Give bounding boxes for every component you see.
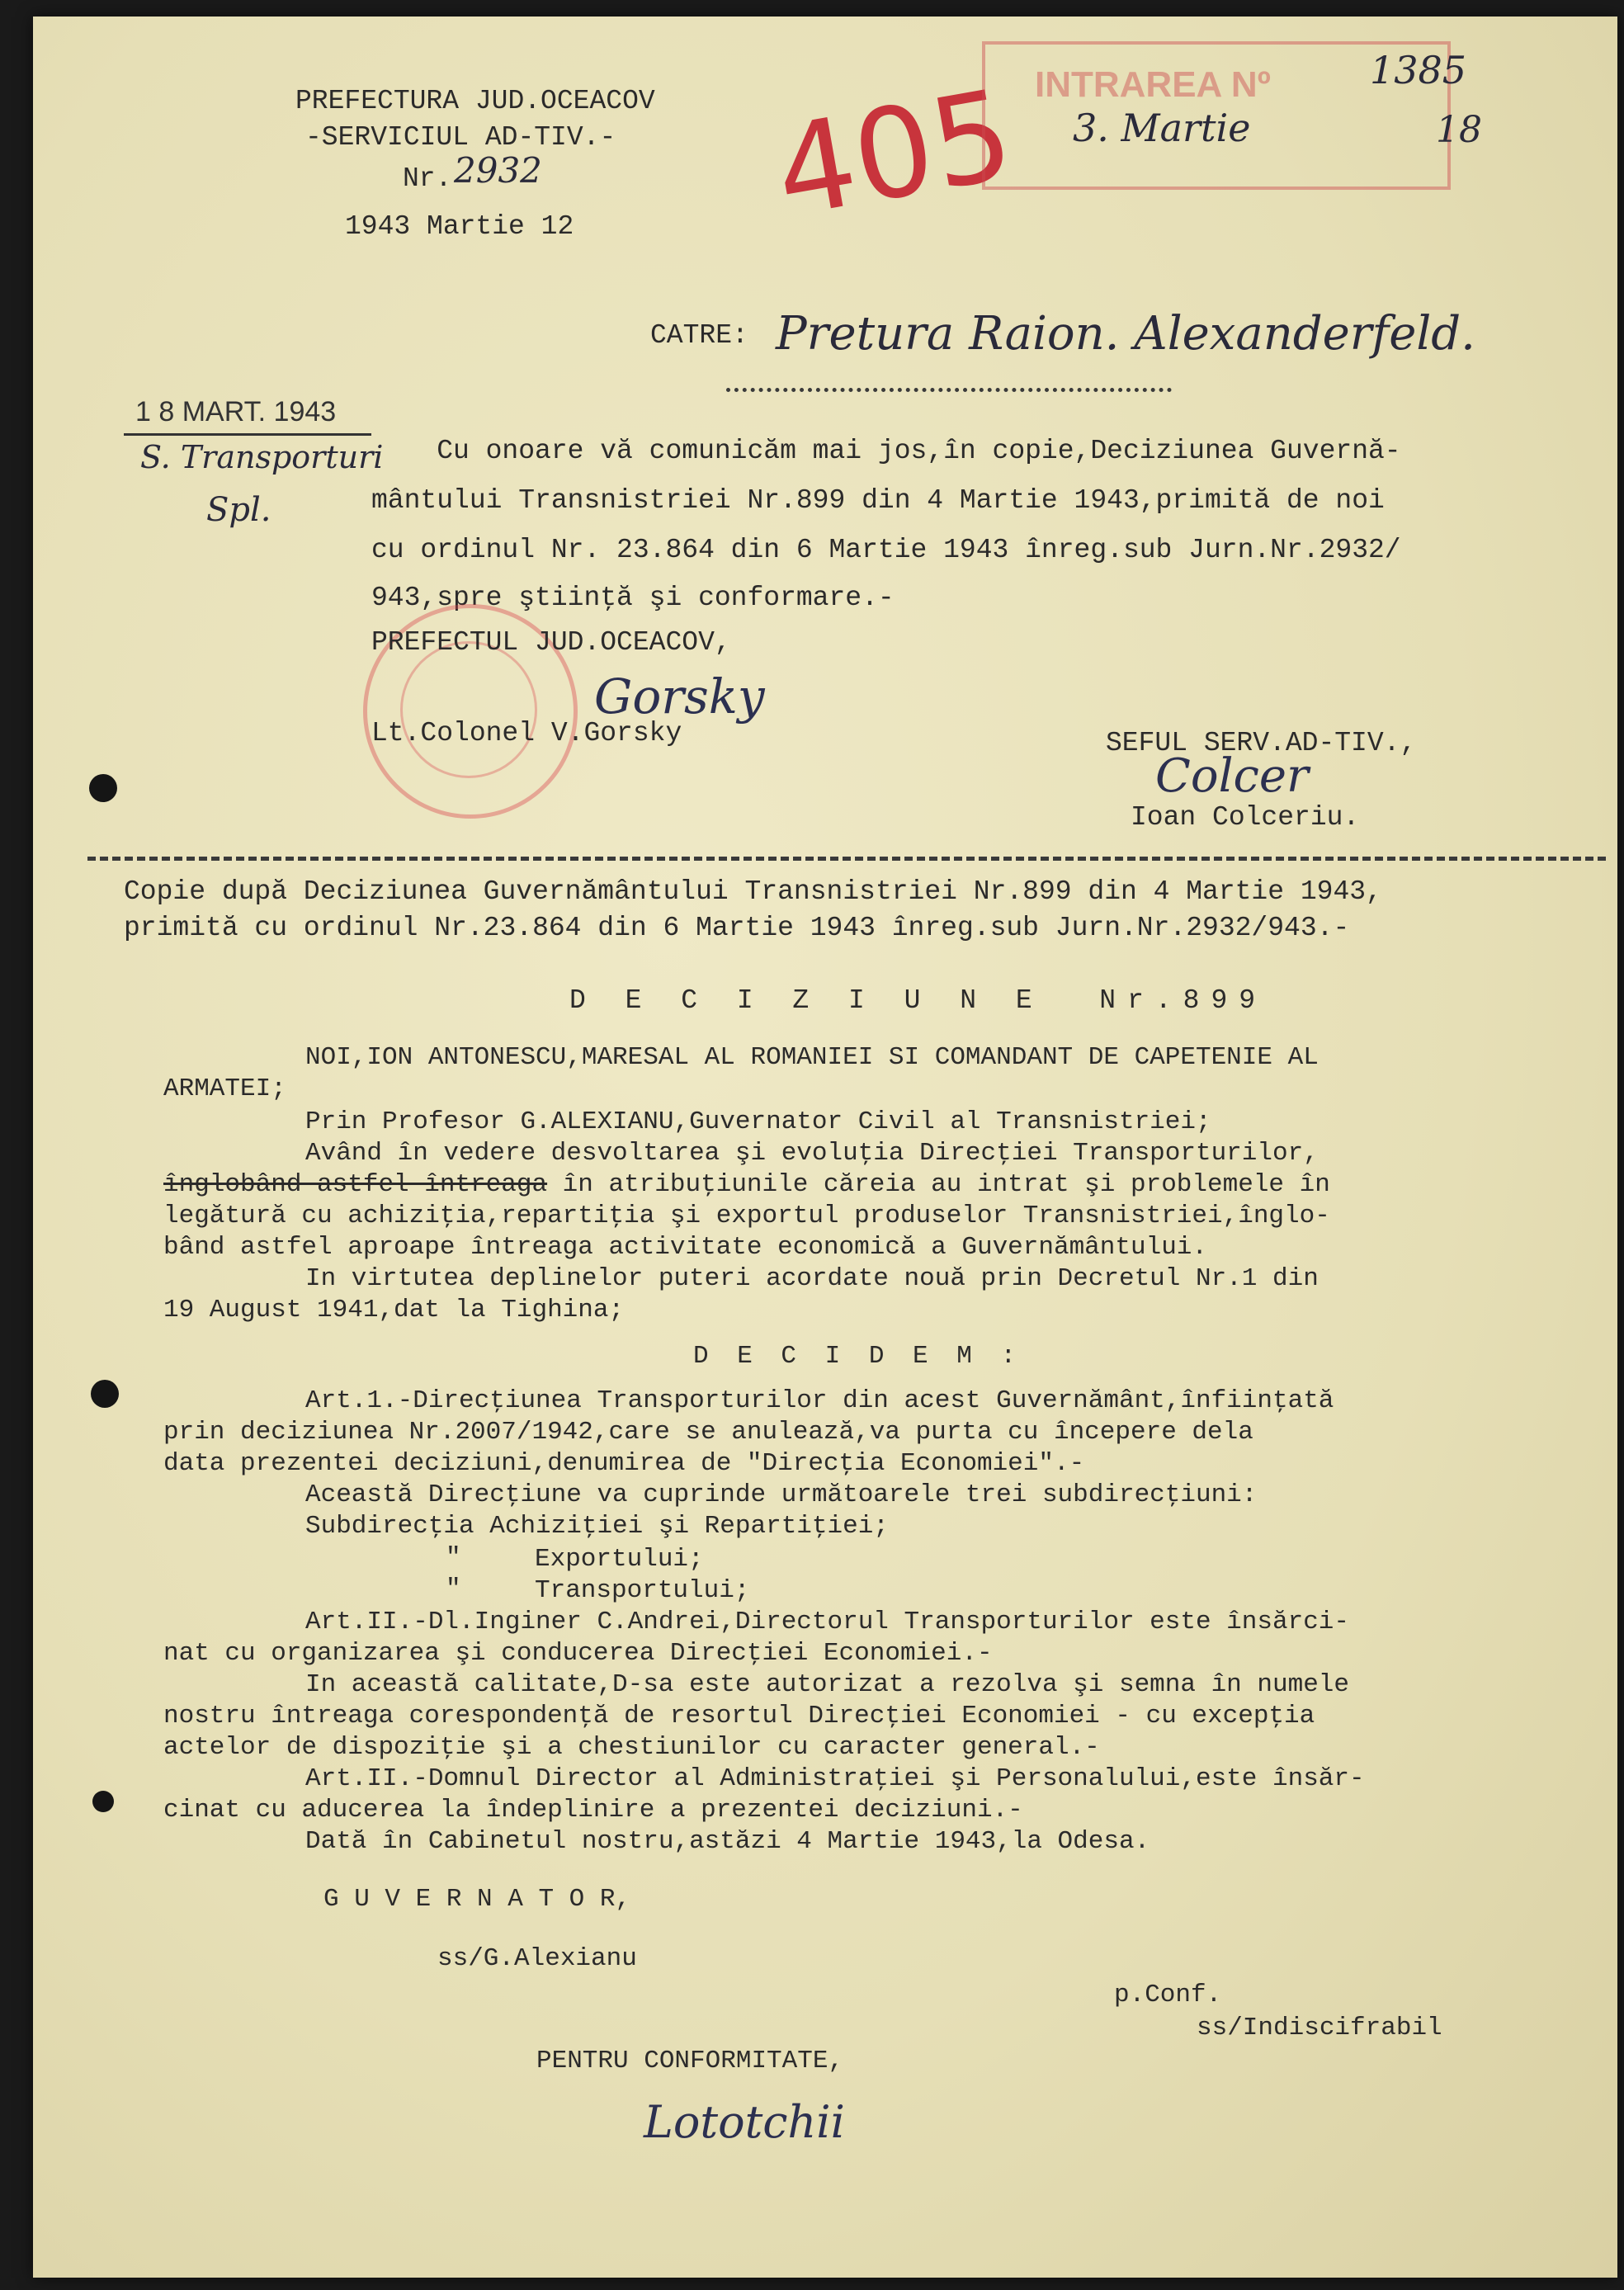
article-1-line-f: Exportului;: [535, 1545, 704, 1574]
chief-title: SEFUL SERV.AD-TIV.,: [1106, 728, 1417, 758]
article-1-line-e: Subdirecţia Achiziţiei şi Repartiţiei;: [305, 1512, 889, 1541]
letter-line1: Cu onoare vă comunicăm mai jos,în copie,Deciziunea Guvernă-: [371, 436, 1401, 466]
governor-signature: ss/G.Alexianu: [437, 1944, 637, 1973]
section-separator: [87, 857, 1606, 861]
red-registration-number: 405: [765, 63, 1023, 246]
decision-preamble-2: Prin Profesor G.ALEXIANU,Guvernator Civil al Transnistriei;: [305, 1107, 1211, 1136]
prefect-title: PREFECTUL JUD.OCEACOV,: [371, 627, 731, 658]
decidem-heading: D E C I D E M :: [693, 1342, 1023, 1371]
decision-preamble-4b: 19 August 1941,dat la Tighina;: [163, 1296, 625, 1324]
copy-note-line1: Copie după Deciziunea Guvernământului Transnistriei Nr.899 din 4 Martie 1943,: [124, 876, 1382, 907]
addressee-label: CATRE:: [650, 320, 748, 351]
letter-line3: cu ordinul Nr. 23.864 din 6 Martie 1943 înreg.sub Jurn.Nr.2932/: [371, 535, 1401, 565]
article-1-line-g: Transportului;: [535, 1576, 750, 1605]
decision-title: D E C I Z I U N E Nr.899: [569, 985, 1268, 1016]
intrare-year-hand: 18: [1436, 109, 1482, 151]
addressee-dotted-line: [726, 388, 1172, 392]
header-date: 1943 Martie 12: [345, 211, 574, 242]
article-2-line-a: Art.II.-Dl.Inginer C.Andrei,Directorul Transporturilor este însărci-: [305, 1608, 1350, 1636]
ditto-mark: ": [446, 1543, 461, 1572]
decision-preamble-1a: NOI,ION ANTONESCU,MARESAL AL ROMANIEI SI COMANDANT DE CAPETENIE AL: [305, 1043, 1319, 1072]
intrare-stamp-label: INTRAREA Nº: [1035, 64, 1271, 105]
punch-hole: [91, 1380, 119, 1408]
letter-line4: 943,spre ştiinţă şi conformare.-: [371, 583, 895, 613]
header-line2: -SERVICIUL AD-TIV.-: [305, 122, 616, 153]
article-3-line-a: Art.II.-Domnul Director al Administraţiei şi Personalului,este însăr-: [305, 1764, 1365, 1793]
chief-signature: Colcer: [1155, 749, 1309, 803]
article-1-line-d: Această Direcţiune va cuprinde următoarele trei subdirecţiuni:: [305, 1480, 1258, 1509]
chief-name: Ioan Colceriu.: [1131, 802, 1360, 833]
governor-title: G U V E R N A T O R,: [323, 1885, 631, 1914]
article-2-line-d: nostru întreaga corespondenţă de resortul Direcţiei Economiei - cu excepţia: [163, 1702, 1315, 1730]
decision-preamble-3b: înglobând astfel întreaga în atribuţiunile căreia au intrat şi problemele în: [163, 1170, 1330, 1199]
received-stamp-hand1: S. Transporturi: [140, 439, 384, 475]
received-stamp-underline: [124, 433, 371, 436]
header-line1: PREFECTURA JUD.OCEACOV: [295, 86, 655, 116]
letter-line2: mântului Transnistriei Nr.899 din 4 Martie 1943,primită de noi: [371, 485, 1385, 516]
intrare-number-hand: 1385: [1370, 48, 1467, 92]
prefect-name: Lt.Colonel V.Gorsky: [371, 718, 682, 748]
decision-preamble-3d: bând astfel aproape întreaga activitate economică a Guvernământului.: [163, 1233, 1208, 1262]
article-1-line-b: prin deciziunea Nr.2007/1942,care se anulează,va purta cu începere dela: [163, 1418, 1253, 1447]
decision-preamble-3a: Având în vedere desvoltarea şi evoluţia Direcţiei Transporturilor,: [305, 1139, 1319, 1168]
received-stamp-date: 1 8 MART. 1943: [135, 396, 337, 427]
conformity-signature: Lototchii: [644, 2096, 845, 2148]
article-2-line-b: nat cu organizarea şi conducerea Direcţiei Economiei.-: [163, 1639, 993, 1668]
decision-preamble-4a: In virtutea deplinelor puteri acordate nouă prin Decretul Nr.1 din: [305, 1264, 1319, 1293]
article-1-line-c: data prezentei deciziuni,denumirea de "Direcţia Economiei".-: [163, 1449, 1085, 1478]
conf-label: p.Conf.: [1114, 1981, 1222, 2009]
given-line: Dată în Cabinetul nostru,astăzi 4 Martie 1943,la Odesa.: [305, 1827, 1150, 1856]
header-number-hand: 2932: [454, 150, 542, 191]
header-number-prefix: Nr.: [403, 163, 452, 194]
decision-preamble-1b: ARMATEI;: [163, 1074, 286, 1103]
article-2-line-e: actelor de dispoziţie şi a chestiunilor cu caracter general.-: [163, 1733, 1100, 1762]
decision-preamble-3c: legătură cu achiziţia,repartiţia şi exportul produselor Transnistriei,înglo-: [163, 1202, 1330, 1230]
conf-signature: ss/Indiscifrabil: [1197, 2014, 1442, 2042]
punch-hole: [89, 774, 117, 802]
document-page: [33, 17, 1617, 2278]
ditto-mark: ": [446, 1575, 461, 1603]
received-stamp-hand2: Spl.: [206, 491, 271, 529]
punch-hole: [92, 1791, 114, 1812]
article-3-line-b: cinat cu aducerea la îndeplinire a prezentei deciziuni.-: [163, 1796, 1023, 1825]
prefect-signature: Gorsky: [594, 668, 765, 725]
intrare-date-hand: 3. Martie: [1073, 106, 1251, 150]
conformity-label: PENTRU CONFORMITATE,: [536, 2047, 844, 2075]
article-2-line-c: In această calitate,D-sa este autorizat a rezolva şi semna în numele: [305, 1670, 1350, 1699]
addressee-hand: Pretura Raion. Alexanderfeld.: [776, 307, 1475, 361]
struck-text: înglobând astfel întreaga: [163, 1170, 548, 1199]
copy-note-line2: primită cu ordinul Nr.23.864 din 6 Martie 1943 înreg.sub Jurn.Nr.2932/943.-: [124, 913, 1350, 943]
article-1-line-a: Art.1.-Direcţiunea Transporturilor din acest Guvernământ,înfiinţată: [305, 1386, 1334, 1415]
